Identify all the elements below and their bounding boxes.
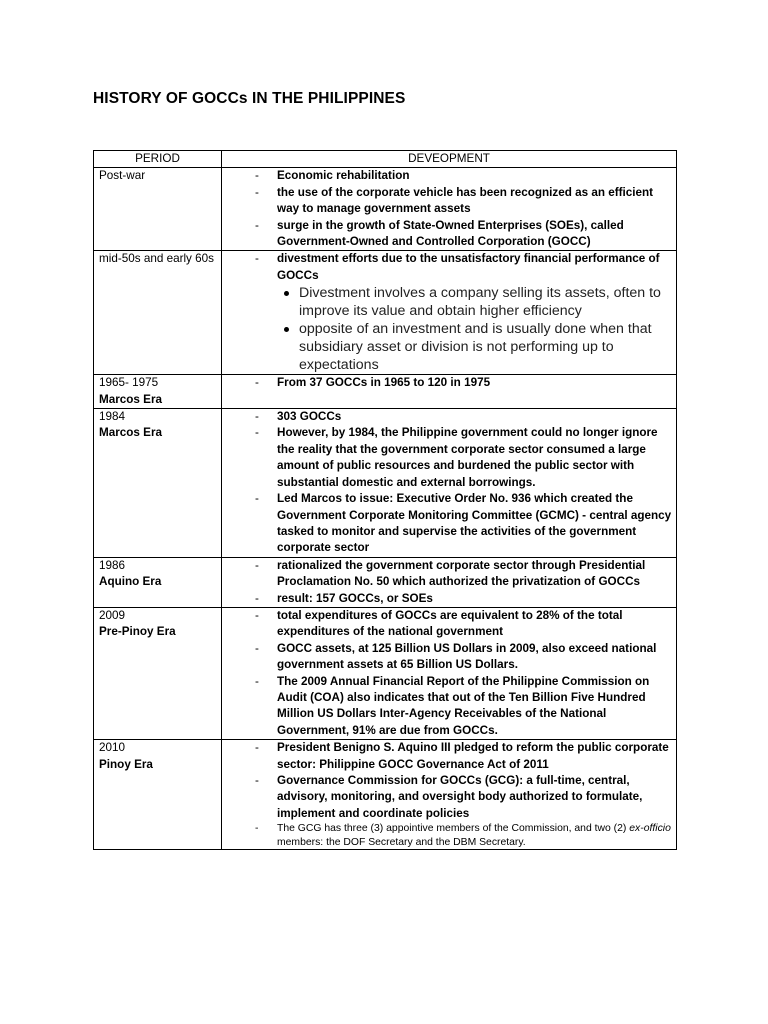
period-year: 1984 bbox=[99, 410, 126, 424]
list-item-text: divestment efforts due to the unsatisfactory financial performance of GOCCs bbox=[277, 252, 660, 282]
list-item: - GOCC assets, at 125 Billion US Dollars in 2009, also exceed national government assets at 65 Billion US Dollars. bbox=[277, 641, 672, 674]
list-item: - From 37 GOCCs in 1965 to 120 in 1975 bbox=[277, 375, 672, 391]
development-list bbox=[222, 608, 672, 739]
list-item: - result: 157 GOCCs, or SOEs bbox=[277, 591, 672, 607]
table-row bbox=[94, 607, 677, 739]
list-item-text-end: members: the DOF Secretary and the DBM Secretary. bbox=[277, 836, 526, 848]
period-year: mid-50s and early 60s bbox=[99, 252, 214, 266]
period-era: Pinoy Era bbox=[99, 757, 153, 771]
period-era: Marcos Era bbox=[99, 426, 163, 440]
header-period: PERIOD bbox=[94, 151, 222, 168]
list-item: - rationalized the government corporate sector through Presidential Proclamation No. 50 which authorized the privatization of GOCCs bbox=[277, 558, 672, 591]
table-row bbox=[94, 557, 677, 607]
development-list bbox=[222, 409, 672, 557]
list-item: - surge in the growth of State-Owned Enterprises (SOEs), called Government-Owned and Controlled Corporation (GOCC) bbox=[277, 218, 672, 251]
list-item: - The 2009 Annual Financial Report of the Philippine Commission on Audit (COA) also indicates that out of the Ten Billion Five Hundred Million US Dollars Inter-Agency Receivables of the National Government, 91% are due from GOCCs. bbox=[277, 674, 672, 740]
development-cell bbox=[222, 409, 677, 558]
list-item bbox=[277, 251, 672, 374]
development-cell bbox=[222, 740, 677, 850]
development-cell bbox=[222, 607, 677, 739]
list-item: - However, by 1984, the Philippine government could no longer ignore the reality that the government corporate sector consumed a large amount of public resources and burdened the public sector with substantial domestic and external borrowings. bbox=[277, 425, 672, 491]
list-item-text-italic: ex-officio bbox=[629, 823, 671, 835]
period-era: Marcos Era bbox=[99, 392, 163, 406]
period-cell bbox=[94, 740, 222, 850]
period-cell bbox=[94, 557, 222, 607]
list-item: - President Benigno S. Aquino III pledged to reform the public corporate sector: Philippine GOCC Governance Act of 2011 bbox=[277, 740, 672, 773]
list-item: - Economic rehabilitation bbox=[277, 168, 672, 184]
period-year: 1965- 1975 bbox=[99, 376, 159, 390]
sub-list-item: opposite of an investment and is usually done when that subsidiary asset or division is not performing up to expectations bbox=[299, 320, 672, 374]
period-cell bbox=[94, 168, 222, 251]
list-item: - Governance Commission for GOCCs (GCG): a full-time, central, advisory, monitoring, and oversight body authorized to formulate, implement and coordinate policies bbox=[277, 773, 672, 822]
period-cell bbox=[94, 251, 222, 375]
period-cell bbox=[94, 375, 222, 409]
period-era: Aquino Era bbox=[99, 575, 162, 589]
table-row bbox=[94, 168, 677, 251]
list-item bbox=[277, 822, 672, 849]
development-list bbox=[222, 740, 672, 849]
list-item: - total expenditures of GOCCs are equivalent to 28% of the total expenditures of the national government bbox=[277, 608, 672, 641]
period-cell bbox=[94, 607, 222, 739]
period-year: 2010 bbox=[99, 741, 126, 755]
development-list bbox=[222, 251, 672, 374]
list-item: - 303 GOCCs bbox=[277, 409, 672, 425]
development-list bbox=[222, 168, 672, 250]
document-title: HISTORY OF GOCCs IN THE PHILIPPINES bbox=[93, 90, 406, 107]
sub-bullet-list bbox=[277, 284, 672, 374]
period-year: 1986 bbox=[99, 558, 126, 572]
history-table bbox=[93, 150, 677, 850]
table-row bbox=[94, 251, 677, 375]
header-development: DEVEOPMENT bbox=[222, 151, 677, 168]
table-row bbox=[94, 740, 677, 850]
development-list bbox=[222, 375, 672, 391]
development-cell bbox=[222, 557, 677, 607]
period-era: Pre-Pinoy Era bbox=[99, 625, 176, 639]
period-year: 2009 bbox=[99, 608, 126, 622]
development-cell bbox=[222, 375, 677, 409]
list-item: - Led Marcos to issue: Executive Order No. 936 which created the Government Corporate Monitoring Committee (GCMC) - central agency tasked to monitor and supervise the activities of the government corporate sector bbox=[277, 491, 672, 557]
list-item: - the use of the corporate vehicle has been recognized as an efficient way to manage government assets bbox=[277, 185, 672, 218]
development-list bbox=[222, 558, 672, 607]
development-cell bbox=[222, 168, 677, 251]
sub-list-item: Divestment involves a company selling its assets, often to improve its value and obtain higher efficiency bbox=[299, 284, 672, 320]
list-item-text-start: The GCG has three (3) appointive members of the Commission, and two (2) bbox=[277, 823, 630, 835]
period-year: Post-war bbox=[99, 169, 146, 183]
table-row bbox=[94, 409, 677, 558]
period-cell bbox=[94, 409, 222, 558]
table-header-row bbox=[94, 151, 677, 168]
development-cell bbox=[222, 251, 677, 375]
table-row bbox=[94, 375, 677, 409]
